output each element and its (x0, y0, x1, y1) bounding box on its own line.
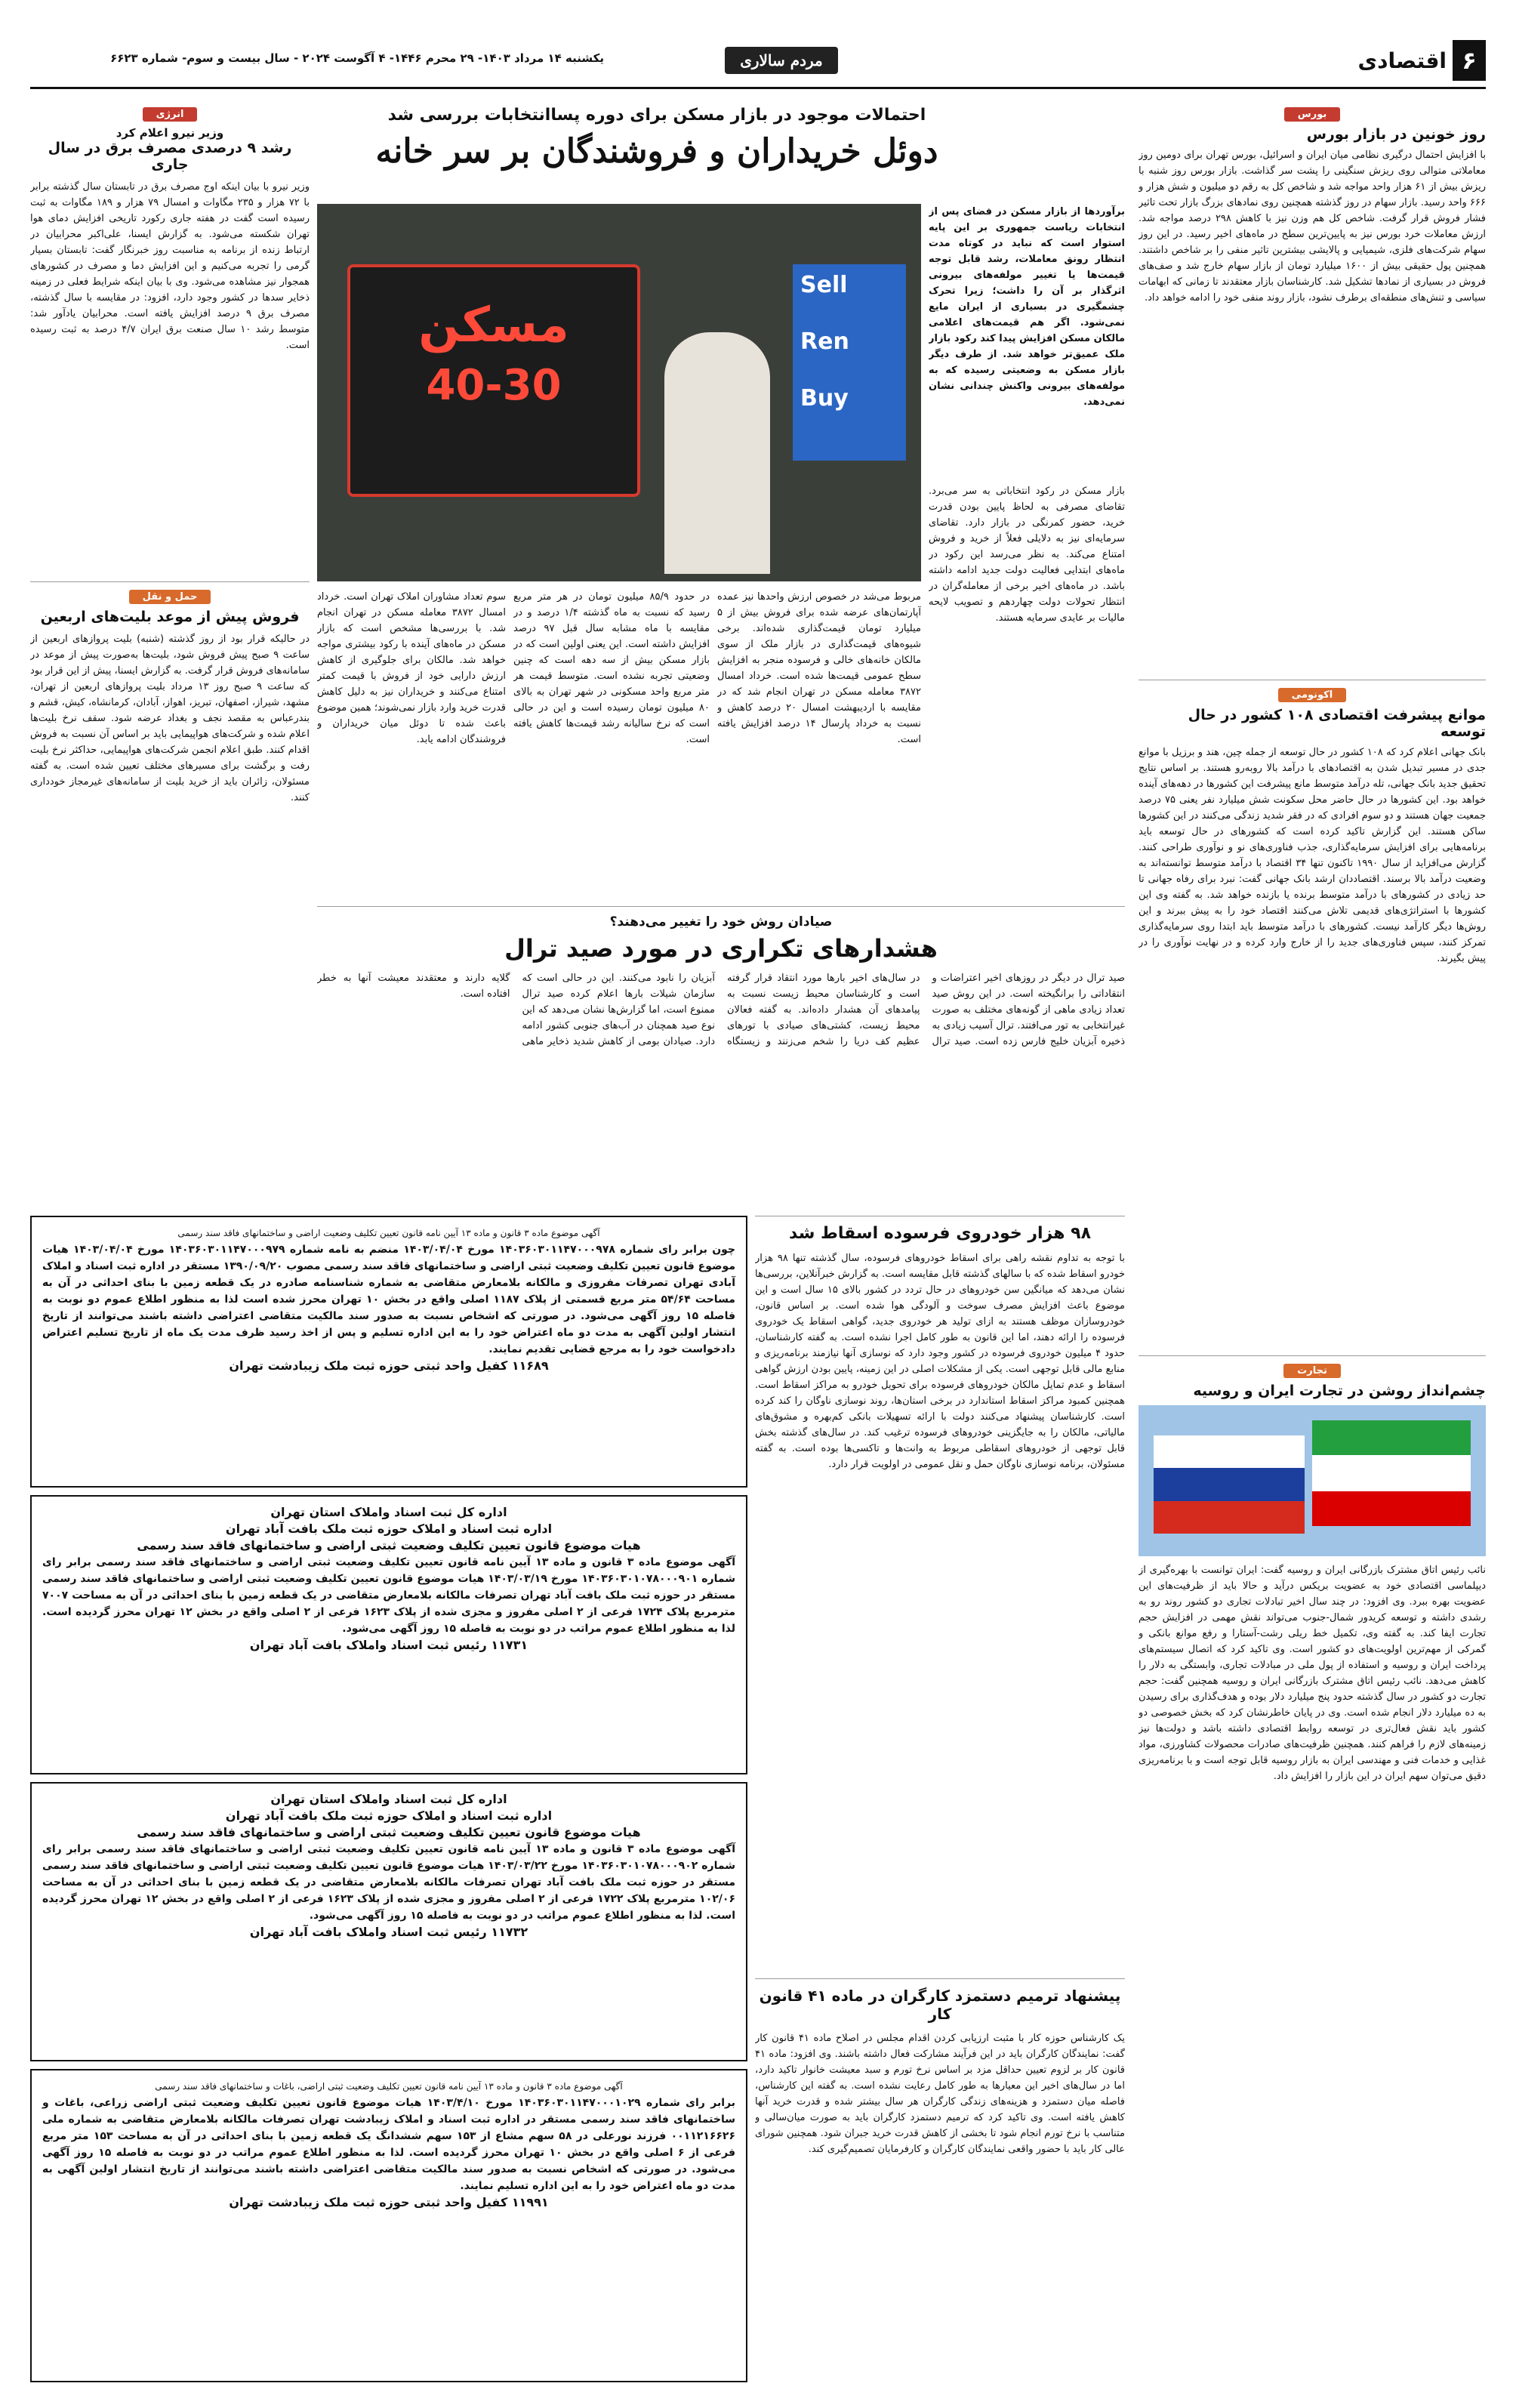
trade-title: چشم‌انداز روشن در تجارت ایران و روسیه (1193, 1383, 1486, 1399)
cars-article (755, 1216, 1125, 1971)
newspaper-logo: مردم سالاری (725, 47, 838, 74)
trawl-kicker: صیادان روش خود را تغییر می‌دهند؟ (609, 914, 833, 930)
main-headline: دوئل خریداران و فروشندگان بر سر خانه (375, 132, 938, 171)
date-line: یکشنبه ۱۴ مرداد ۱۴۰۳- ۲۹ محرم ۱۴۴۶- ۴ آگوست ۲۰۲۴ - سال بیست و سوم- شماره ۶۶۲۳ (110, 51, 604, 65)
transport-title: فروش پیش از موعد بلیت‌های اربعین (40, 609, 300, 625)
economy-article (1139, 680, 1486, 1344)
energy-tag: انرژی (143, 107, 198, 122)
person-figure (664, 332, 770, 574)
labor-title: پیشنهاد ترمیم دستمزد کارگران در ماده ۴۱ قانون کار (759, 1987, 1121, 2023)
main-col-b: مربوط می‌شد در خصوص ارزش واحدها نیز عمده آپارتمان‌های عرضه شده برای فروش بیش از ۵ میلیارد تومان قیمت‌گذاری شده‌اند. برخی شیوه‌های قیمت‌گذاری در بازار ملک از سوی مالکان خانه‌های خالی و فرسوده منجر به افزایش سطح عمومی قیمت‌ها شده است. خرداد امسال ۳۸۷۲ معامله مسکن در تهران انجام شد که در مقایسه با اردیبهشت امسال ۲۰ درصد کاهش و نسبت به خرداد پارسال ۱۴ درصد افزایش یافته است. (717, 591, 921, 745)
sign-text: مسکن (418, 298, 569, 353)
notice-2-body: آگهی موضوع ماده ۳ قانون و ماده ۱۳ آیین نامه قانون تعیین تکلیف وضعیت ثبتی اراضی و ساختمانهای فاقد سند رسمی برابر رای شماره ۱۴۰۳۶۰۳۰۱۰۷۸۰۰۰۹۰۱ مورخ ۱۴۰۳/۰۳/۱۹ هیات موضوع قانون تعیین تکلیف وضعیت ثبتی اراضی و ساختمانهای فاقد سند رسمی مستقر در حوزه ثبت ملک بافت آباد تهران تصرفات مالکانه بلامعارض متقاضی در یک قطعه زمین با بنای احداثی در آن به مساحت ۷۰۰۷ مترمربع پلاک ۱۷۲۴ فرعی از ۲ اصلی مفروز و مجزی شده از پلاک ۱۶۲۳ فرعی از ۲ اصلی واقع در بخش ۱۲ تهران محرز گردیده است. لذا به منظور اطلاع عموم مراتب در دو نوبت به فاصله ۱۵ روز آگهی می‌شود. (42, 1556, 736, 1635)
cars-title: ۹۸ هزار خودروی فرسوده اسقاط شد (789, 1224, 1091, 1243)
page-number: ۶ (1453, 40, 1486, 81)
transport-article (30, 581, 310, 1201)
notice-3-law: هیات موضوع قانون تعیین تکلیف وضعیت ثبتی اراضی و ساختمانهای فاقد سند رسمی (137, 1825, 641, 1839)
rent-label: Ren (800, 328, 849, 355)
section-title: اقتصادی (1357, 48, 1447, 73)
trawl-article (317, 906, 1125, 1208)
trawl-title: هشدارهای تکراری در مورد صید ترال (504, 934, 938, 963)
notice-1-body: چون برابر رای شماره ۱۴۰۳۶۰۳۰۱۱۴۷۰۰۰۹۷۸ مورخ ۱۴۰۳/۰۴/۰۴ منضم به نامه شماره ۱۴۰۳۶۰۳۰۱۱۴۷۰۰۰۹۷۹ مورخ ۱۴۰۳/۰۴/۰۴ هیات موضوع قانون تعیین تکلیف وضعیت ثبتی اراضی و ساختمانهای فاقد سند رسمی مصوب ۱۳۹۰/۰۹/۲۰ مستقر در اداره ثبت اسناد و املاک آبادی تهران تصرفات مفروزی و مالکانه بلامعارض متقاضی به شماره شناسنامه صادره در یک قطعه زمین با بنای احداثی در آن به مساحت ۵۴/۶۴ متر مربع قسمتی از پلاک ۱۱۸۷ اصلی واقع در بخش ۱۰ تهران محرز شده است لذا به منظور اطلاع عموم دو نوبت به فاصله ۱۵ روز آگهی می‌شود. در صورتی که اشخاص نسبت به صدور سند مالکیت متقاضی اعتراضی داشته باشند می‌توانند از تاریخ انتشار اولین آگهی به مدت دو ماه اعتراض خود را به این اداره تسلیم و پس از اخذ رسید ظرف مدت یک ماه از تاریخ تسلیم اعتراض دادخواست خود را به مرجع قضایی تقدیم نمایند. (42, 1244, 736, 1355)
economy-title: موانع پیشرفت اقتصادی ۱۰۸ کشور در حال توسعه (1188, 707, 1486, 740)
energy-article (30, 106, 310, 574)
sign-box (347, 264, 640, 497)
section-header (1358, 38, 1487, 83)
main-header (189, 106, 1125, 196)
notice-3-subtitle: اداره ثبت اسناد و املاک حوزه ثبت ملک بافت آباد تهران (225, 1808, 553, 1823)
notice-2-title: اداره کل ثبت اسناد واملاک استان تهران (270, 1505, 507, 1519)
main-col-a: بازار مسکن در رکود انتخاباتی به سر می‌برد. تقاضای مصرفی به لحاظ پایین بودن قدرت خرید، حضور کمرنگی در بازار دارد. تقاضای سرمایه‌ای نیز به دلایلی فعلاً از خرید و فروش امتناع می‌کند. به نظر می‌رسد این رکود در ماه‌های ابتدایی فعالیت دولت جدید ادامه داشته باشد. در ماه‌های اخیر برخی از معامله‌گران در انتظار تحولات دولت چهاردهم و تصویب لایحه مالیات بر عایدی سرمایه هستند. (929, 486, 1125, 624)
energy-title: رشد ۹ درصدی مصرف برق در سال جاری (48, 140, 292, 173)
notice-4-body: برابر رای شماره ۱۴۰۳۶۰۳۰۱۱۴۷۰۰۰۱۰۲۹ مورخ ۱۴۰۳/۴/۱۰ هیات موضوع قانون تعیین تکلیف وضعیت ثبتی اراضی زراعی، باغات و ساختمانهای فاقد سند رسمی مستقر در اداره ثبت اسناد و املاک زیبادشت تهران تصرفات مالکانه بلامعارض متقاضی به شماره ملی ۰۰۱۱۲۱۶۶۲۶ فرزند نورعلی در ۵۸ سهم مشاع از ۱۵۳ سهم ششدانگ یک قطعه زمین با بنای احداثی در آن به مساحت ۱۵۳ متر مربع فرعی از ۶ اصلی واقع در بخش ۱۰ تهران محرز گردیده است. لذا به منظور اطلاع عموم مراتب در دو نوبت به فاصله ۱۵ روز آگهی می‌شود. در صورتی که اشخاص نسبت به صدور سند مالکیت متقاضی اعتراضی داشته باشند می‌توانند از تاریخ انتشار اولین آگهی به مدت دو ماه اعتراض خود را به این اداره تسلیم نمایند. (42, 2097, 736, 2192)
legal-notice-1 (30, 1216, 747, 1488)
notice-4-signature: ۱۱۹۹۱ کفیل واحد ثبتی حوزه ثبت ملک زیبادشت تهران (229, 2195, 549, 2209)
economy-body: بانک جهانی اعلام کرد که ۱۰۸ کشور در حال توسعه از جمله چین، هند و برزیل با موانع جدی در مسیر تبدیل شدن به اقتصادهای با درآمد بالا روبه‌رو هستند. بر اساس نتایج تحقیق جدید بانک جهانی، تله درآمد متوسط مانع پیشرفت این کشورها در دهه‌های آینده خواهد بود. این کشورها در حال حاضر محل سکونت شش میلیارد نفر یعنی ۷۵ درصد جمعیت جهان هستند و دو سوم افرادی که در فقر شدید زندگی می‌کنند در این کشورها ساکن هستند. این گزارش تاکید کرده است که کشورهای در حال توسعه باید برنامه‌هایی برای افزایش سرمایه‌گذاری، جذب فناوری‌های نو و نوآوری طراحی کنند. گزارش می‌افزاید از سال ۱۹۹۰ تاکنون تنها ۳۴ اقتصاد با درآمد متوسط توانسته‌اند به وضعیت درآمد بالا برسند. اقتصاددان ارشد بانک جهانی گفت: نبرد برای رفاه جهانی تا حد زیادی در کشورهای با درآمد متوسط برنده یا بازنده خواهد شد. به گفته وی این کشورها با استراتژی‌های قدیمی تلاش می‌کنند اقتصاد خود را به پیش ببرند و این روش‌ها دیگر کارآمد نیست. کشورهای با درآمد متوسط باید ابتدا روی سرمایه‌گذاری تمرکز کنند، سپس فناوری‌های جدید را از خارج وارد کرده و در نهایت نوآوری را در پیش بگیرند. (1139, 747, 1486, 964)
energy-body: وزیر نیرو با بیان اینکه اوج مصرف برق در تابستان سال گذشته برابر با ۷۲ هزار و ۲۳۵ مگاوات و امسال ۷۹ هزار و ۱۸۹ مگاوات به ثبت رسیده است گفت در هفته جاری رکورد تاریخی افزایش دمای هوا تهران شکسته می‌شود. به گزارش ایسنا، علی‌اکبر محرابیان در ارتباط زنده از برنامه به مناسبت روز خبرنگار گفت: تابستان بسیار گرمی را تجربه می‌کنیم و این افزایش دما و مصرف در کشورهای همجوار نیز مشاهده می‌شود. وی با بیان اینکه شرایط فعلی در زمینه ذخایر سدها در کشور وجود دارد، افزود: در مقایسه با سال گذشته، مصرف برق ۹ درصد افزایش یافته است. محرابیان یادآور شد: متوسط رشد ۱۰ سال صنعت برق ایران ۴/۷ درصد به ثبت رسیده است. (30, 181, 310, 351)
main-kicker: احتمالات موجود در بازار مسکن برای دوره پساانتخابات بررسی شد (387, 106, 926, 125)
notice-2-subtitle: اداره ثبت اسناد و املاک حوزه ثبت ملک بافت آباد تهران (225, 1522, 553, 1536)
exchange-article (1139, 106, 1486, 664)
transport-body: در حالیکه قرار بود از روز گذشته (شنبه) بلیت پروازهای اربعین از ساعت ۹ صبح پیش فروش شود، بلیت‌ها به‌صورت پیش از موعد در سامانه‌های فروش قرار گرفت. به گزارش ایسنا، پیش از این قرار بود که ساعت ۹ صبح روز ۱۳ مرداد بلیت پروازهای اربعین از تهران، مشهد، شیراز، اصفهان، تبریز، اهواز، آبادان، کرمانشاه، کیش، قشم و بندرعباس به مقصد نجف و بغداد عرضه شود. سقف نرخ بلیت‌ها اعلام شده و شرکت‌های هواپیمایی باید بر اساس آن نسبت به فروش اقدام کنند. طبق اعلام انجمن شرکت‌های هواپیمایی، حداکثر نرخ بلیت رفت و برگشت برای مسیرهای مختلف تعیین شده است. به گفته مسئولان، زائران باید از خرید بلیت از سامانه‌های غیرمجاز خودداری کنند. (30, 634, 310, 803)
notice-3-title: اداره کل ثبت اسناد واملاک استان تهران (270, 1792, 507, 1806)
trawl-body: صید ترال در دیگر در روزهای اخیر اعتراضات و انتقاداتی را برانگیخته است. در این روش صید تعداد زیادی ماهی از گونه‌های مختلف به صورت غیرانتخابی به تور می‌افتند. ترال آسیب زیادی به ذخیره آبزیان خلیج فارس زده است. صید ترال در سال‌های اخیر بارها مورد انتقاد قرار گرفته است و کارشناسان محیط زیست نسبت به پیامدهای آن هشدار داده‌اند. به گفته فعالان محیط زیست، کشتی‌های صیادی با تورهای عظیم کف دریا را شخم می‌زنند و زیستگاه آبزیان را نابود می‌کنند. این در حالی است که سازمان شیلات بارها اعلام کرده صید ترال ممنوع است، اما گزارش‌ها نشان می‌دهد که این نوع صید همچنان در آب‌های جنوبی کشور ادامه دارد. صیادان بومی از کاهش شدید ذخایر ماهی گلایه دارند و معتقدند معیشت آنها به خطر افتاده است. (317, 973, 1125, 1047)
notice-1-signature: ۱۱۶۸۹ کفیل واحد ثبتی حوزه ثبت ملک زیبادشت تهران (229, 1358, 549, 1373)
flags-photo (1139, 1405, 1486, 1556)
energy-kicker: وزیر نیرو اعلام کرد (116, 126, 224, 140)
notice-3-signature: ۱۱۷۳۲ رئیس ثبت اسناد واملاک بافت آباد تهران (249, 1925, 528, 1939)
notice-4-caption: آگهی موضوع ماده ۳ قانون و ماده ۱۳ آیین نامه قانون تعیین تکلیف وضعیت ثبتی اراضی، باغات و ساختمانهای فاقد سند رسمی (155, 2081, 623, 2092)
labor-body: یک کارشناس حوزه کار با مثبت ارزیابی کردن اقدام مجلس در اصلاح ماده ۴۱ قانون کار گفت: نمایندگان کارگران باید در این فرآیند مشارکت فعال داشته باشند. وی افزود: ماده ۴۱ قانون کار بر لزوم تعیین حداقل مزد بر اساس نرخ تورم و سبد معیشت خانوار تاکید دارد، اما در سال‌های اخیر این معیارها به طور کامل رعایت نشده است. به گفته این کارشناس، فاصله میان دستمزد و هزینه‌های زندگی کارگران هر سال بیشتر شده و قدرت خرید آنها کاهش یافته است. وی تاکید کرد که ترمیم دستمزد کارگران باید به صورت میان‌سالی و متناسب با نرخ تورم انجام شود تا بخشی از کاهش قدرت خرید جبران شود. همچنین شورای عالی کار باید با حضور واقعی نمایندگان کارگران و کارفرمایان تصمیم‌گیری کند. (755, 2033, 1125, 2155)
legal-notice-4 (30, 2069, 747, 2382)
trade-body: نائب رئیس اتاق مشترک بازرگانی ایران و روسیه گفت: ایران توانست با بهره‌گیری از دیپلماسی اقتصادی خود به عضویت بریکس درآید و حالا باید از ظرفیت‌های این عضویت بهره ببرد. وی افزود: در چند سال اخیر تبادلات تجاری دو کشور روند رو به رشدی داشته و توسعه کریدور شمال-جنوب می‌تواند نقش مهمی در افزایش حجم تجارت ایفا کند. به گفته وی، تکمیل خط ریلی رشت-آستارا و رفع موانع بانکی و گمرکی از مهم‌ترین اولویت‌های دو کشور است. وی تاکید کرد که اتصال سیستم‌های پرداخت ایران و روسیه و استفاده از پول ملی در مبادلات تجاری، وابستگی به دلار را کاهش می‌دهد. نائب رئیس اتاق مشترک بازرگانی ایران و روسیه همچنین گفت: حجم تجارت دو کشور در سال گذشته حدود پنج میلیارد دلار بوده و هدف‌گذاری برای رسیدن به ده میلیارد دلار انجام شده است. وی در پایان خاطرنشان کرد که بخش خصوصی دو کشور باید نقش فعال‌تری در توسعه روابط اقتصادی داشته باشد و دولت‌ها نیز زمینه‌های لازم را فراهم کنند. همچنین ظرفیت‌های صادرات محصولات کشاورزی، مواد غذایی و خدمات فنی و مهندسی ایران به بازار روسیه قابل توجه است و با برنامه‌ریزی دقیق می‌توان سهم ایران در این بازار را افزایش داد. (1139, 1565, 1486, 1782)
sell-board (793, 264, 906, 461)
exchange-title: روز خونین در بازار بورس (1306, 126, 1486, 143)
exchange-tag: بورس (1284, 107, 1340, 122)
trade-tag: تجارت (1283, 1364, 1341, 1378)
iran-flag-icon (1312, 1420, 1471, 1526)
sell-label: Sell (800, 272, 848, 298)
cars-body: با توجه به تداوم نقشه راهی برای اسقاط خودروهای فرسوده، سال گذشته تنها ۹۸ هزار خودرو اسقاط شده که با سالهای گذشته قابل مقایسه است. به گزارش خبرآنلاین، بررسی‌ها نشان می‌دهد که میانگین سن خودروهای در حال تردد در کشور بالای ۱۵ سال است و این موضوع باعث افزایش مصرف سوخت و آلودگی هوا شده است. بر اساس قانون، خودروسازان موظف هستند به ازای تولید هر خودروی جدید، گواهی اسقاط یک خودروی فرسوده را ارائه دهند، اما این قانون به طور کامل اجرا نشده است. به گفته کارشناسان، حدود ۴ میلیون خودروی فرسوده در کشور وجود دارد که نوسازی آنها نیازمند برنامه‌ریزی و منابع مالی قابل توجهی است. یکی از مشکلات اصلی در این زمینه، پایین بودن ارزش گواهی اسقاط و عدم تمایل مالکان خودروهای فرسوده برای تحویل خودرو به مراکز اسقاط است. همچنین کمبود مراکز اسقاط استاندارد در برخی استان‌ها، روند نوسازی ناوگان را کند کرده است. کارشناسان پیشنهاد می‌کنند دولت با ارائه تسهیلات بانکی کم‌بهره و مشوق‌های مالیاتی، مالکان را به جایگزینی خودروهای فرسوده ترغیب کند. در سال‌های گذشته بخش قابل توجهی از خودروهای اسقاطی مربوط به وانت‌ها و تاکسی‌ها بوده است. به گفته مسئولان، برنامه نوسازی ناوگان حمل و نقل عمومی در اولویت قرار دارد. (755, 1253, 1125, 1470)
main-col-c: در حدود ۸۵/۹ میلیون تومان در هر متر مربع رسید که نسبت به ماه گذشته ۱/۴ درصد و در مقایسه با ماه مشابه سال قبل ۹۷ درصد افزایش داشته است. این یعنی اولین است که در بازار مسکن بیش از سه دهه است که چنین وضعیتی تجربه نشده است. متوسط قیمت هر متر مربع واحد مسکونی در شهر تهران به بالای ۸۰ میلیون تومان رسیده است و این در حالی است که نرخ سالیانه رشد قیمت‌ها کاهش یافته است. (513, 591, 710, 745)
main-photo (317, 204, 921, 581)
sign-numbers: 40-30 (426, 361, 562, 410)
exchange-body: با افزایش احتمال درگیری نظامی میان ایران و اسرائیل، بورس تهران برای دومین روز معاملاتی متوالی روی ریزش سنگینی را پشت سر گذاشت. بازار بورس روز شنبه با ریزش بیش از ۶۱ هزار واحد مواجه شد و شاخص کل به رقم دو میلیون و شش هزار و ۶۶۶ واحد رسید. بازار سهام در روز گذشته همچنین روی نمادهای بزرگ بازار تحت تاثیر فشار فروش قرار گرفت. شاخص کل هم وزن نیز با کاهش ۲۹۸ درصد مواجه شد. ارزش معاملات خرد بورس نیز به پایین‌ترین سطح در ماه‌های اخیر رسید. در این روز سهام شرکت‌های فلزی، شیمیایی و پالایشی بیشترین تاثیر منفی را بر شاخص داشتند. همچنین پول حقیقی بیش از ۱۶۰۰ میلیارد تومان از بازار سهام خارج شد و صف‌های فروش در بسیاری از نمادها تشکیل شد. کارشناسان بازار معتقدند تا زمانی که ابهامات سیاسی و تنش‌های منطقه‌ای برطرف نشود، بازار روند منفی خود را ادامه خواهد داد. (1139, 150, 1486, 304)
trade-article (1139, 1355, 1486, 2382)
notice-2-signature: ۱۱۷۳۱ رئیس ثبت اسناد واملاک بافت آباد تهران (249, 1638, 528, 1652)
notice-2-law: هیات موضوع قانون تعیین تکلیف وضعیت ثبتی اراضی و ساختمانهای فاقد سند رسمی (137, 1538, 641, 1552)
labor-article (755, 1978, 1125, 2382)
notice-3-body: آگهی موضوع ماده ۳ قانون و ماده ۱۳ آیین نامه قانون تعیین تکلیف وضعیت ثبتی اراضی و ساختمانهای فاقد سند رسمی برابر رای شماره ۱۴۰۳۶۰۳۰۱۰۷۸۰۰۰۹۰۲ مورخ ۱۴۰۳/۰۳/۲۲ هیات موضوع قانون تعیین تکلیف وضعیت ثبتی اراضی و ساختمانهای فاقد سند رسمی مستقر در حوزه ثبت ملک بافت آباد تهران تصرفات مالکانه بلامعارض متقاضی در یک قطعه زمین با بنای احداثی در آن به مساحت ۱۰۲/۰۶ مترمربع پلاک ۱۷۲۲ فرعی از ۲ اصلی مفروز و مجزی شده از پلاک ۱۶۲۳ فرعی از ۲ اصلی واقع در بخش ۱۲ تهران محرز گردیده است. لذا به منظور اطلاع عموم مراتب در دو نوبت به فاصله ۱۵ روز آگهی می‌شود. (42, 1843, 736, 1922)
main-col-d: سوم تعداد مشاوران املاک تهران است. خرداد امسال ۳۸۷۲ معامله مسکن در تهران انجام شد. با بررسی‌ها مشخص است که بازار مسکن در ماه‌های آینده با رکود بیشتری مواجه خواهد شد. مالکان برای جلوگیری از کاهش ارزش دارایی خود از فروش با قیمت کمتر امتناع می‌کنند و خریداران نیز به دلیل کاهش قدرت خرید وارد بازار نمی‌شوند؛ همین موضوع باعث شده تا دوئل میان خریداران و فروشندگان ادامه یابد. (317, 591, 506, 745)
transport-tag: حمل و نقل (129, 590, 211, 604)
legal-notice-3 (30, 1782, 747, 2061)
notice-1-caption: آگهی موضوع ماده ۳ قانون و ماده ۱۳ آیین نامه قانون تعیین تکلیف وضعیت اراضی و ساختمانهای فاقد سند رسمی (177, 1228, 600, 1238)
main-lead: برآوردها از بازار مسکن در فضای پس از انتخابات ریاست جمهوری بر این پایه استوار است که نباید در کوتاه مدت انتظار رونق معاملات، رشد قابل توجه قیمت‌ها یا تغییر مولفه‌های بیرونی اثرگذار بر آن را داشت؛ زیرا تحرک چشمگیری در بسیاری از ایران مایع نمی‌شود. اگر هم قیمت‌های اعلامی مالکان مسکن افزایش پیدا کند رکود بازار ملک عمیق‌تر خواهد شد. از طرف دیگر بازار مسکن به وضعیتی رسیده که به مولفه‌های بیرونی واکنش چندانی نشان نمی‌دهد. (929, 206, 1125, 408)
masthead (30, 30, 1486, 89)
buy-label: Buy (800, 385, 849, 412)
russia-flag-icon (1154, 1435, 1305, 1534)
legal-notice-2 (30, 1495, 747, 1774)
economy-tag: اکونومی (1278, 688, 1346, 702)
